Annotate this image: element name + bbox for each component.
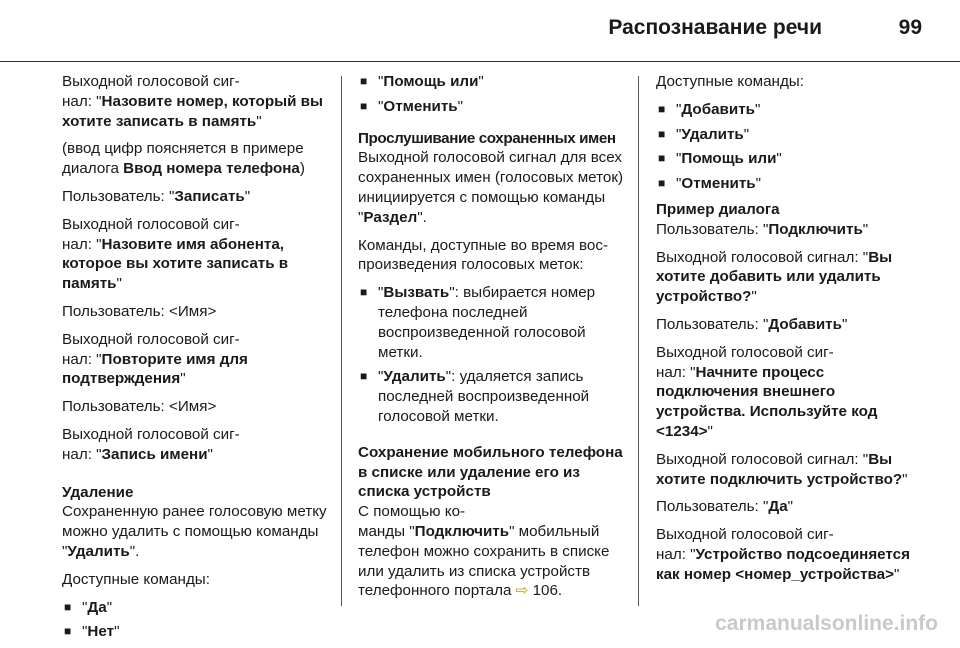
column-3 (656, 72, 924, 593)
list-item: ■ "Удалить": удаляется запись последней воспроизведенной голосовой метки. (358, 367, 626, 426)
section-heading-example: Пример диалога (656, 200, 780, 218)
page-number: 99 (898, 16, 922, 39)
playback-command-list (358, 283, 626, 427)
list-item: ■ "Нет" (62, 622, 330, 642)
section-heading-save: Сохранение мобильного телефона в списке или удаление его из списка устройств (358, 443, 623, 501)
column-1 (62, 72, 330, 648)
command-list (656, 100, 924, 194)
command-list (62, 598, 330, 643)
paragraph: Выходной голосовой сиг- нал: "Назовите имя абонента, которое вы хотите записать в память" (62, 215, 289, 293)
paragraph: Пользователь: "Добавить" (656, 315, 848, 333)
paragraph: Выходной голосовой сигнал: "Вы хотите добавить или удалить устройство?" (656, 248, 893, 306)
section-heading-listen: Прослушивание сохраненных имен (358, 129, 616, 147)
column-2 (358, 72, 626, 609)
paragraph: Доступные команды: (62, 570, 210, 588)
list-item: ■ "Отменить" (656, 174, 924, 194)
column-divider-1 (341, 76, 342, 606)
list-item: ■ "Добавить" (656, 100, 924, 120)
paragraph: Выходной голосовой сиг- нал: "Начните процесс подключения внешнего устройства. Используйте код <1234>" (656, 343, 878, 440)
paragraph: Пользователь: <Имя> (62, 302, 217, 320)
paragraph: Команды, доступные во время воспроизведения голосовых меток: (358, 236, 609, 274)
paragraph: Пользователь: <Имя> (62, 398, 217, 416)
list-item: ■ "Вызвать": выбирается номер телефона последней воспроизведенной голосовой метки. (358, 283, 626, 362)
paragraph: (ввод цифр поясняется в примере диалога Ввод номера телефона) (62, 140, 305, 178)
paragraph: Доступные команды: (656, 73, 804, 90)
paragraph: С помощью ко- манды "Подключить" мобильный телефон можно сохранить в списке или удалить из списка устройств телефонного портала ⇨ 106. (358, 503, 610, 600)
section-heading-delete: Удаление (62, 483, 134, 501)
paragraph: Пользователь: "Подключить" (656, 220, 869, 238)
page-ref[interactable]: 106. (532, 582, 563, 600)
column-divider-2 (638, 76, 639, 606)
page-title: Распознавание речи (608, 16, 822, 39)
page-ref-arrow-icon: ⇨ (515, 582, 529, 600)
paragraph: Выходной голосовой сиг- нал: "Устройство подсоединяется как номер <номер_устройства>" (656, 526, 910, 583)
paragraph: Пользователь: "Да" (656, 498, 794, 516)
paragraph: Выходной голосовой сигнал: "Вы хотите подключить устройство?" (656, 450, 908, 488)
list-item: ■ "Помощь или" (656, 149, 924, 169)
list-item: ■ "Отменить" (358, 97, 626, 117)
list-item: ■ "Да" (62, 598, 330, 618)
command-list (358, 72, 626, 117)
header-rule (0, 61, 960, 62)
watermark: carmanualsonline.info (715, 612, 938, 635)
paragraph: Пользователь: "Записать" (62, 187, 251, 205)
paragraph: Выходной голосовой сиг- нал: "Запись имени" (62, 425, 240, 463)
paragraph: Сохраненную ранее голосовую метку можно удалить с помощью команды "Удалить". (62, 503, 327, 560)
list-item: ■ "Удалить" (656, 125, 924, 145)
paragraph: Выходной голосовой сигнал для всех сохраненных имен (голосовых меток) инициируется с помощью команды "Раздел". (358, 149, 624, 226)
paragraph: Выходной голосовой сиг- нал: "Назовите номер, который вы хотите записать в память" (62, 73, 323, 130)
list-item: ■ "Помощь или" (358, 72, 626, 92)
paragraph: Выходной голосовой сиг- нал: "Повторите имя для подтверждения" (62, 330, 248, 388)
